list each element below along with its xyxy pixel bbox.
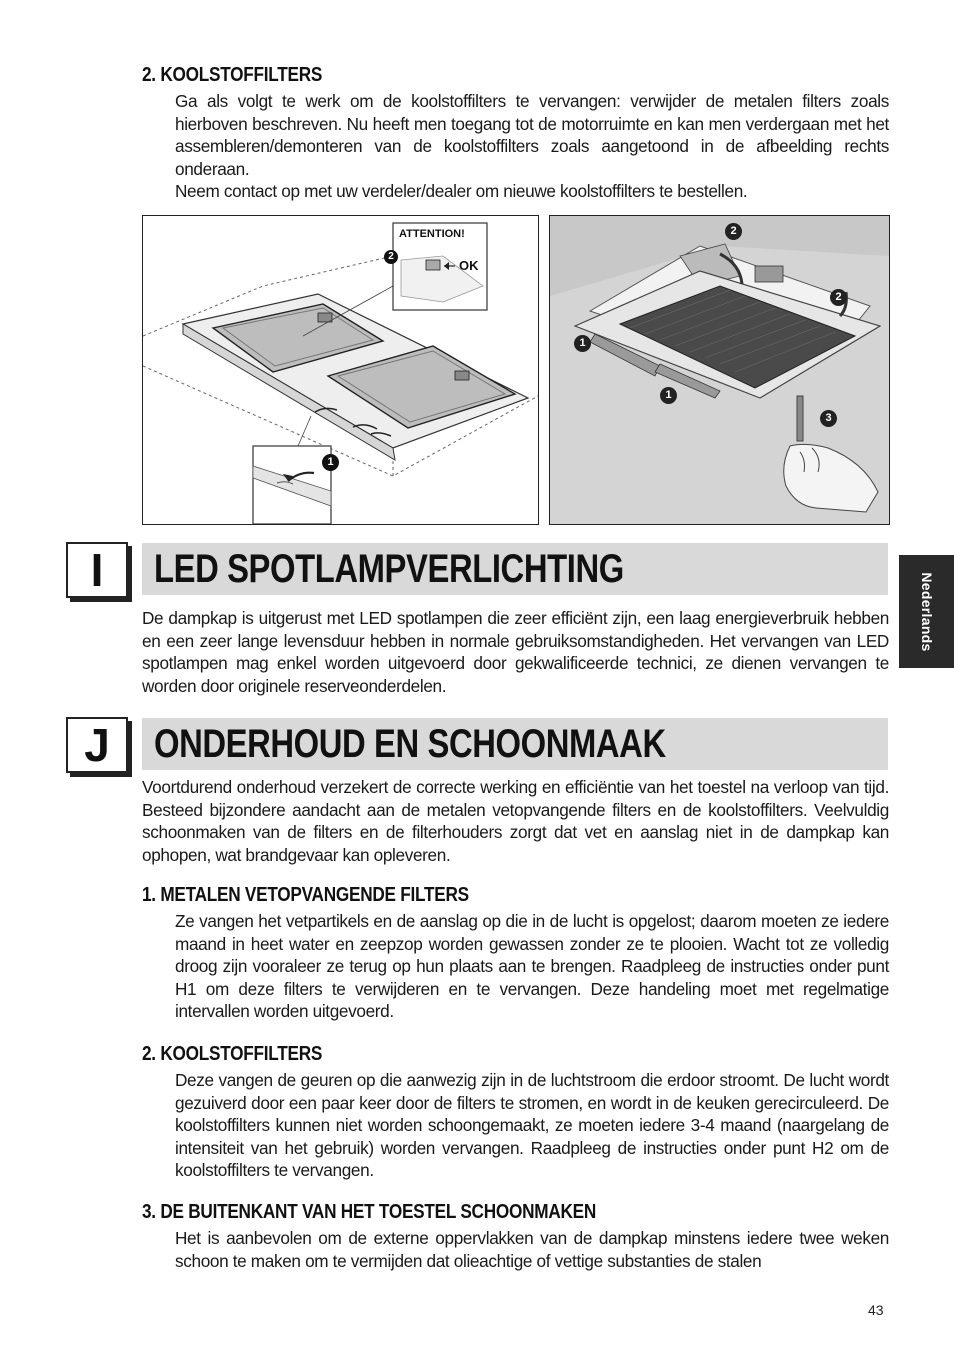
latch-inset [253, 446, 331, 524]
subheading-koolstoffilters: 2. KOOLSTOFFILTERS [142, 1043, 323, 1065]
section-title-led: LED SPOTLAMPVERLICHTING [154, 547, 624, 591]
koolstoffilters-instructions [175, 90, 889, 203]
subheading-buitenkant: 3. DE BUITENKANT VAN HET TOESTEL SCHOONMAKEN [142, 1201, 597, 1223]
section-title-bar-i [142, 543, 888, 595]
subheading-koolstoffilters-h2: 2. KOOLSTOFFILTERS [142, 64, 323, 86]
koolstoffilters-paragraph: Ga als volgt te werk om de koolstoffilters te vervangen: verwijder de metalen filters zoals hierboven beschreven. Nu heeft men toegang tot de motorruimte en kan men verdergaan met het assembleren/demonteren van de koolstoffilters zoals aangetoond in de afbeelding rechts onderaan. [175, 91, 889, 179]
onderhoud-intro: Voortdurend onderhoud verzekert de correcte werking en efficiëntie van het toestel na verloop van tijd. Besteed bijzondere aandacht aan de metalen vetopvangende filters en de koolstoffilters. Veelvuldig schoonmaken van de filters en de filterhouders zorgt dat vet en aanslag niet in de dampkap kan ophopen, wat brandgevaar kan opleveren. [142, 777, 889, 865]
section-letter-j: J [66, 717, 128, 773]
koolstoffilters-body: Deze vangen de geuren op die aanwezig zijn in de luchtstroom die erdoor stroomt. De lucht wordt gezuiverd door een paar keer door de filters te stromen, en wordt in de keuken gerecirculeerd. De koolstoffilters kunnen niet worden schoongemaakt, ze moeten iedere 3-4 maand (naargelang de intensiteit van het gebruik) worden vervangen. Raadpleeg de instructies onder punt H2 om de koolstoffilters te vervangen. [175, 1070, 889, 1181]
section-title-bar-j [142, 718, 888, 770]
step-badge-1b: 1 [660, 387, 677, 404]
step-badge-2: 2 [384, 250, 398, 264]
page-number: 43 [868, 1302, 884, 1318]
metalen-filters-body: Ze vangen het vetpartikels en de aanslag op die in de lucht is opgelost; daarom moeten ze iedere maand in heet water en zeepzop worden gewassen zonder ze te plooien. Wacht tot ze volledig droog zijn vooraleer ze terug op hun plaats aan te brengen. Raadpleeg de instructies onder punt H1 om deze filters te verwijderen en te vervangen. Deze handeling moet met regelmatige intervallen worden uitgevoerd. [175, 911, 889, 1022]
koolstoffilters-dealer-note: Neem contact op met uw verdeler/dealer om nieuwe koolstoffilters te bestellen. [175, 181, 748, 202]
attention-label: ATTENTION! [399, 228, 465, 240]
step-badge-1: 1 [322, 454, 339, 471]
step-badge-3: 3 [820, 410, 837, 427]
led-body: De dampkap is uitgerust met LED spotlampen die zeer efficiënt zijn, een laag energieverbruik hebben en een zeer lange levensduur hebben in normale gebruiksomstandigheden. Het vervangen van LED spotlampen mag enkel worden uitgevoerd door gekwalificeerde technici, ze dienen vervangen te worden door originele reserveonderdelen. [142, 608, 889, 696]
step-badge-2a: 2 [725, 223, 742, 240]
figure-carbon-filter-install [549, 215, 890, 525]
figure-filter-removal [142, 215, 539, 525]
step-badge-1a: 1 [574, 335, 591, 352]
subheading-metalen-filters: 1. METALEN VETOPVANGENDE FILTERS [142, 884, 469, 906]
buitenkant-body: Het is aanbevolen om de externe oppervlakken van de dampkap minstens iedere twee weken schoon te maken om te vermijden dat olieachtige of vettige substanties de stalen [175, 1228, 889, 1271]
language-label: Nederlands [918, 571, 935, 652]
ok-label: OK [459, 258, 479, 273]
step-badge-2b: 2 [830, 289, 847, 306]
language-side-tab [899, 555, 954, 668]
section-letter-i: I [66, 542, 128, 598]
section-title-onderhoud: ONDERHOUD EN SCHOONMAAK [154, 722, 666, 766]
carbon-filter-illustration [550, 216, 889, 524]
